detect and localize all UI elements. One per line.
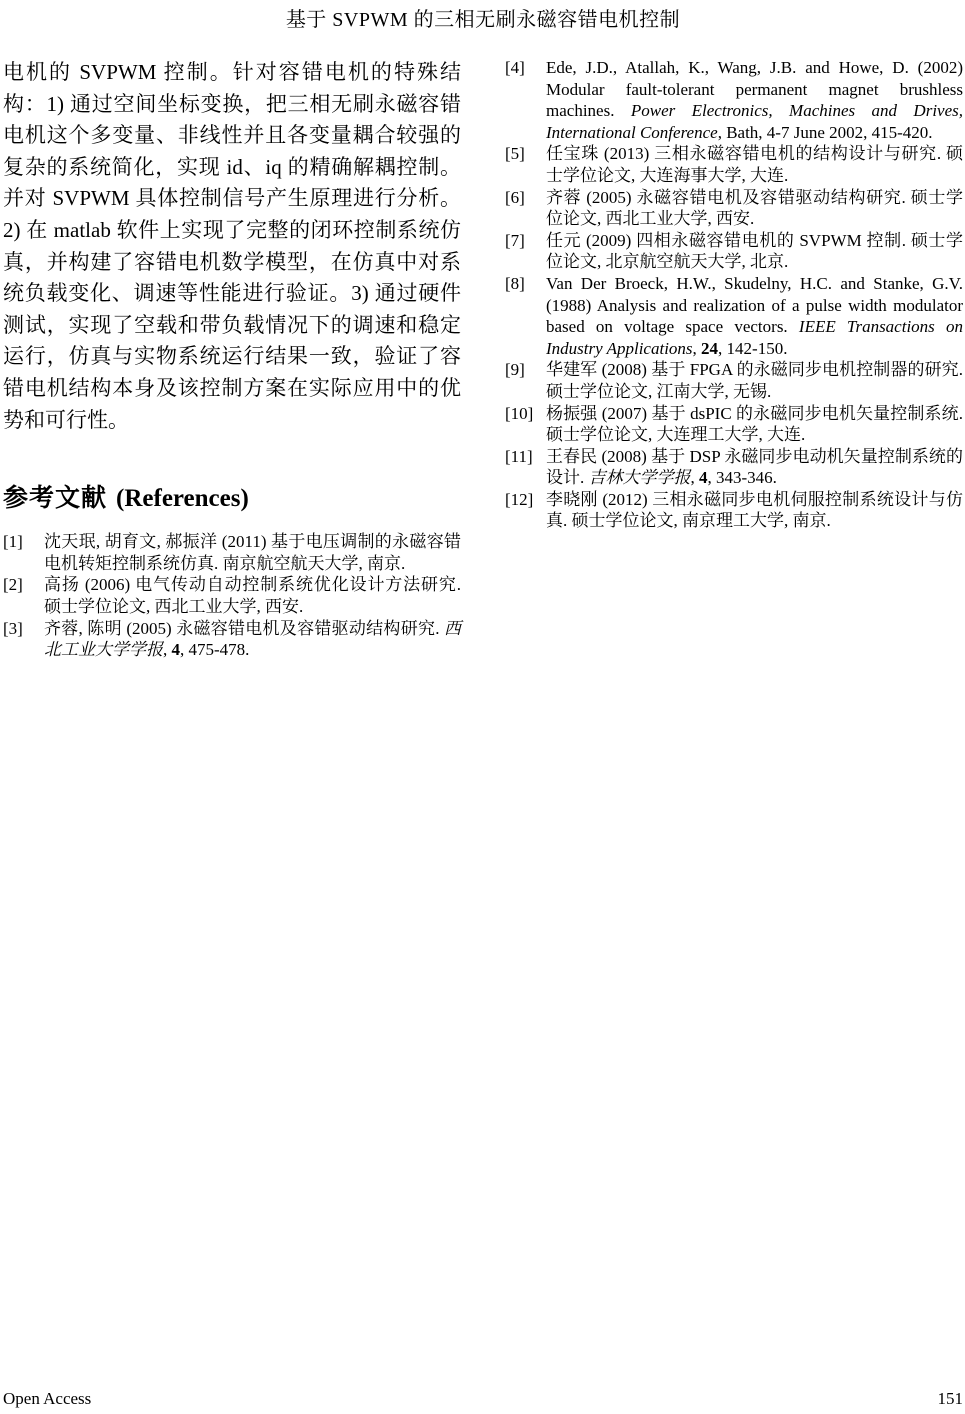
reference-item [3,618,461,661]
reference-item [505,359,963,402]
reference-number: [3] [3,618,23,638]
reference-item [505,403,963,446]
reference-item [3,531,461,574]
reference-item [505,489,963,532]
reference-item [505,273,963,359]
reference-text: Van Der Broeck, H.W., Skudelny, H.C. and Stanke, G.V. (1988) Analysis and realization of a pulse width modulator based on voltage space vectors. IEEE Transactions on Industry Applications, 24, 142-150. [546,273,963,358]
reference-number: [10] [505,403,534,423]
two-column-layout [3,57,963,661]
reference-number: [4] [505,58,525,77]
reference-text: 任元 (2009) 四相永磁容错电机的 SVPWM 控制. 硕士学位论文, 北京航空航天大学, 北京. [546,230,963,272]
reference-text: 齐蓉 (2005) 永磁容错电机及容错驱动结构研究. 硕士学位论文, 西北工业大学, 西安. [546,187,963,229]
reference-number: [6] [505,187,525,207]
reference-text: 李晓刚 (2012) 三相永磁同步电机伺服控制系统设计与仿真. 硕士学位论文, 南京理工大学, 南京. [546,489,963,531]
reference-number: [5] [505,144,525,164]
reference-number: [2] [3,575,23,595]
reference-text: Ede, J.D., Atallah, K., Wang, J.B. and Howe, D. (2002) Modular fault-tolerant permanent magnet brushless machines. Power Electronics, Machines and Drives, International Conference, Bath, 4-7 June 2002, 415-420. [546,58,963,142]
left-column [3,57,461,661]
references-heading-en: (References) [116,485,249,513]
references-heading-zh: 参考文献 [3,484,108,513]
reference-item [3,574,461,617]
reference-number: [12] [505,489,534,509]
references-heading [3,482,461,515]
reference-text: 王春民 (2008) 基于 DSP 永磁同步电动机矢量控制系统的设计. 吉林大学学报, 4, 343-346. [546,446,963,488]
running-title: 基于 SVPWM 的三相无刷永磁容错电机控制 [285,9,681,31]
reference-number: [1] [3,532,23,552]
reference-list-right [505,57,963,532]
open-access-label: Open Access [3,1389,92,1408]
reference-list-left [3,531,461,661]
reference-number: [9] [505,360,525,380]
page-footer [3,1388,963,1409]
reference-text: 高扬 (2006) 电气传动自动控制系统优化设计方法研究. 硕士学位论文, 西北工业大学, 西安. [44,575,461,616]
reference-item [505,230,963,273]
conclusion-paragraph: 电机的 SVPWM 控制。针对容错电机的特殊结构：1) 通过空间坐标变换，把三相无刷永磁容错电机这个多变量、非线性并且各变量耦合较强的复杂的系统简化，实现 id、iq 的精确解耦控制。并对 SVPWM 具体控制信号产生原理进行分析。2) 在 matlab 软件上实现了完整的闭环控制系统仿真，并构建了容错电机数学模型，在仿真中对系统负载变化、调速等性能进行验证。3) 通过硬件测试，实现了空载和带负载情况下的调速和稳定运行，仿真与实物系统运行结果一致，验证了容错电机结构本身及该控制方案在实际应用中的优势和可行性。 [3,60,461,432]
page-number: 151 [937,1389,963,1408]
reference-text: 华建军 (2008) 基于 FPGA 的永磁同步电机控制器的研究. 硕士学位论文, 江南大学, 无锡. [546,360,963,401]
reference-item [505,143,963,186]
reference-number: [7] [505,230,525,250]
reference-item [505,187,963,230]
reference-item [505,57,963,143]
reference-text: 杨振强 (2007) 基于 dsPIC 的永磁同步电机矢量控制系统. 硕士学位论文, 大连理工大学, 大连. [546,403,963,445]
reference-text: 沈天珉, 胡育文, 郝振洋 (2011) 基于电压调制的永磁容错电机转矩控制系统仿真. 南京航空航天大学, 南京. [44,532,461,573]
reference-text: 任宝珠 (2013) 三相永磁容错电机的结构设计与研究. 硕士学位论文, 大连海事大学, 大连. [546,144,963,185]
reference-item [505,446,963,489]
reference-number: [11] [505,446,533,466]
right-column [505,57,963,661]
reference-text: 齐蓉, 陈明 (2005) 永磁容错电机及容错驱动结构研究. 西北工业大学学报, 4, 475-478. [44,618,461,660]
reference-number: [8] [505,273,525,293]
